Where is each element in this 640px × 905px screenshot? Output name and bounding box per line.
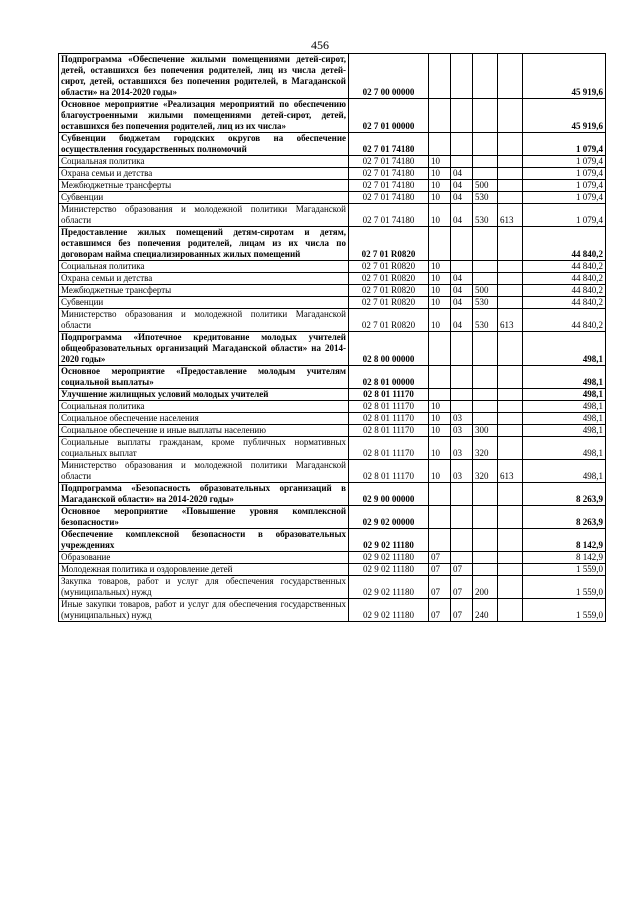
- row-name: Межбюджетные трансферты: [59, 180, 349, 192]
- table-row: [59, 285, 606, 297]
- target-article-code: 02 8 00 00000: [349, 332, 429, 366]
- amount: 45 919,6: [523, 54, 606, 99]
- section-code: [429, 389, 451, 401]
- amount: 498,1: [523, 389, 606, 401]
- table-row: [59, 204, 606, 227]
- subsection-code: 04: [451, 309, 473, 332]
- table-row: [59, 401, 606, 413]
- administrator-code: [498, 332, 523, 366]
- expense-type-code: 240: [473, 599, 498, 622]
- amount: 498,1: [523, 437, 606, 460]
- row-name: Социальная политика: [59, 261, 349, 273]
- row-name: Министерство образования и молодежной политики Магаданской области: [59, 460, 349, 483]
- target-article-code: 02 7 01 R0820: [349, 273, 429, 285]
- expense-type-code: [473, 273, 498, 285]
- section-code: [429, 227, 451, 261]
- section-code: 10: [429, 425, 451, 437]
- expense-type-code: [473, 401, 498, 413]
- subsection-code: [451, 401, 473, 413]
- expense-type-code: [473, 99, 498, 133]
- table-row: [59, 156, 606, 168]
- amount: 8 142,9: [523, 529, 606, 552]
- administrator-code: [498, 297, 523, 309]
- target-article-code: 02 9 02 11180: [349, 599, 429, 622]
- administrator-code: [498, 156, 523, 168]
- table-row: [59, 54, 606, 99]
- table-row: [59, 460, 606, 483]
- table-row: [59, 168, 606, 180]
- expense-type-code: [473, 227, 498, 261]
- subsection-code: [451, 133, 473, 156]
- amount: 498,1: [523, 425, 606, 437]
- row-name: Подпрограмма «Безопасность образовательных организаций в Магаданской области» на 2014-2020 годы»: [59, 483, 349, 506]
- expense-type-code: [473, 332, 498, 366]
- amount: 8 263,9: [523, 506, 606, 529]
- amount: 44 840,2: [523, 285, 606, 297]
- subsection-code: 03: [451, 413, 473, 425]
- table-row: [59, 273, 606, 285]
- administrator-code: [498, 273, 523, 285]
- amount: 1 079,4: [523, 168, 606, 180]
- expense-type-code: 530: [473, 192, 498, 204]
- section-code: [429, 54, 451, 99]
- subsection-code: 04: [451, 192, 473, 204]
- row-name: Закупка товаров, работ и услуг для обеспечения государственных (муниципальных) нужд: [59, 576, 349, 599]
- administrator-code: [498, 413, 523, 425]
- expense-type-code: 530: [473, 309, 498, 332]
- amount: 1 559,0: [523, 599, 606, 622]
- expense-type-code: [473, 413, 498, 425]
- row-name: Основное мероприятие «Повышение уровня комплексной безопасности»: [59, 506, 349, 529]
- target-article-code: 02 7 01 R0820: [349, 227, 429, 261]
- amount: 1 559,0: [523, 576, 606, 599]
- target-article-code: 02 7 01 74180: [349, 192, 429, 204]
- target-article-code: 02 9 02 11180: [349, 552, 429, 564]
- amount: 44 840,2: [523, 227, 606, 261]
- section-code: 10: [429, 156, 451, 168]
- target-article-code: 02 7 01 00000: [349, 99, 429, 133]
- subsection-code: [451, 552, 473, 564]
- target-article-code: 02 9 02 11180: [349, 529, 429, 552]
- administrator-code: [498, 576, 523, 599]
- row-name: Обеспечение комплексной безопасности в образовательных учреждениях: [59, 529, 349, 552]
- section-code: 10: [429, 285, 451, 297]
- administrator-code: 613: [498, 309, 523, 332]
- section-code: 10: [429, 437, 451, 460]
- administrator-code: [498, 401, 523, 413]
- section-code: 10: [429, 273, 451, 285]
- row-name: Основное мероприятие «Предоставление молодым учителям социальной выплаты»: [59, 366, 349, 389]
- administrator-code: [498, 437, 523, 460]
- target-article-code: 02 9 02 00000: [349, 506, 429, 529]
- section-code: [429, 483, 451, 506]
- row-name: Социальная политика: [59, 401, 349, 413]
- table-row: [59, 413, 606, 425]
- section-code: [429, 332, 451, 366]
- administrator-code: [498, 54, 523, 99]
- administrator-code: [498, 261, 523, 273]
- amount: 1 079,4: [523, 204, 606, 227]
- section-code: [429, 529, 451, 552]
- table-row: [59, 529, 606, 552]
- section-code: 10: [429, 168, 451, 180]
- target-article-code: 02 7 01 74180: [349, 133, 429, 156]
- target-article-code: 02 7 01 74180: [349, 204, 429, 227]
- amount: 498,1: [523, 332, 606, 366]
- section-code: 10: [429, 297, 451, 309]
- table-row: [59, 599, 606, 622]
- section-code: 10: [429, 309, 451, 332]
- section-code: 07: [429, 599, 451, 622]
- section-code: 10: [429, 192, 451, 204]
- row-name: Предоставление жилых помещений детям-сиротам и детям, оставшимся без попечения родителей, лицам из их числа по договорам найма специализированных жилых помещений: [59, 227, 349, 261]
- administrator-code: [498, 133, 523, 156]
- subsection-code: 04: [451, 285, 473, 297]
- section-code: 07: [429, 576, 451, 599]
- subsection-code: [451, 227, 473, 261]
- amount: 1 079,4: [523, 133, 606, 156]
- section-code: 10: [429, 401, 451, 413]
- section-code: 10: [429, 460, 451, 483]
- administrator-code: [498, 227, 523, 261]
- subsection-code: 03: [451, 425, 473, 437]
- row-name: Подпрограмма «Обеспечение жилыми помещениями детей-сирот, детей, оставшихся без попечения родителей, лиц из числа детей-сирот, детей, оставшихся без попечения родителей, в Магаданской области» на 2014-2020 годы»: [59, 54, 349, 99]
- target-article-code: 02 9 02 11180: [349, 576, 429, 599]
- administrator-code: [498, 99, 523, 133]
- table-row: [59, 261, 606, 273]
- table-row: [59, 425, 606, 437]
- administrator-code: [498, 564, 523, 576]
- section-code: [429, 99, 451, 133]
- subsection-code: [451, 99, 473, 133]
- expense-type-code: [473, 506, 498, 529]
- target-article-code: 02 8 01 11170: [349, 401, 429, 413]
- section-code: 07: [429, 552, 451, 564]
- amount: 498,1: [523, 413, 606, 425]
- administrator-code: [498, 192, 523, 204]
- subsection-code: 04: [451, 204, 473, 227]
- subsection-code: 03: [451, 460, 473, 483]
- row-name: Министерство образования и молодежной политики Магаданской области: [59, 309, 349, 332]
- subsection-code: 03: [451, 437, 473, 460]
- expense-type-code: [473, 366, 498, 389]
- target-article-code: 02 9 02 11180: [349, 564, 429, 576]
- expense-type-code: 530: [473, 204, 498, 227]
- section-code: 07: [429, 564, 451, 576]
- expense-type-code: 500: [473, 285, 498, 297]
- expense-type-code: [473, 156, 498, 168]
- page-number: 456: [311, 38, 329, 52]
- table-row: [59, 99, 606, 133]
- table-row: [59, 564, 606, 576]
- administrator-code: 613: [498, 460, 523, 483]
- amount: 8 142,9: [523, 552, 606, 564]
- target-article-code: 02 8 01 11170: [349, 413, 429, 425]
- target-article-code: 02 7 00 00000: [349, 54, 429, 99]
- expense-type-code: 530: [473, 297, 498, 309]
- row-name: Основное мероприятие «Реализация мероприятий по обеспечению благоустроенными жилыми помещениями детей-сирот, детей, оставшихся без попечения родителей, лиц из их числа»: [59, 99, 349, 133]
- section-code: [429, 366, 451, 389]
- table-row: [59, 437, 606, 460]
- subsection-code: [451, 506, 473, 529]
- subsection-code: [451, 366, 473, 389]
- administrator-code: [498, 529, 523, 552]
- table-row: [59, 389, 606, 401]
- target-article-code: 02 7 01 R0820: [349, 261, 429, 273]
- table-row: [59, 552, 606, 564]
- amount: 44 840,2: [523, 261, 606, 273]
- target-article-code: 02 9 00 00000: [349, 483, 429, 506]
- section-code: 10: [429, 413, 451, 425]
- expense-type-code: [473, 133, 498, 156]
- row-name: Охрана семьи и детства: [59, 168, 349, 180]
- administrator-code: [498, 599, 523, 622]
- table-row: [59, 309, 606, 332]
- administrator-code: [498, 389, 523, 401]
- subsection-code: 07: [451, 599, 473, 622]
- administrator-code: [498, 285, 523, 297]
- section-code: 10: [429, 180, 451, 192]
- amount: 1 079,4: [523, 156, 606, 168]
- administrator-code: [498, 180, 523, 192]
- table-row: [59, 192, 606, 204]
- amount: 1 559,0: [523, 564, 606, 576]
- subsection-code: [451, 483, 473, 506]
- row-name: Социальное обеспечение и иные выплаты населению: [59, 425, 349, 437]
- expense-type-code: [473, 389, 498, 401]
- section-code: [429, 133, 451, 156]
- target-article-code: 02 7 01 74180: [349, 168, 429, 180]
- table-row: [59, 576, 606, 599]
- amount: 498,1: [523, 460, 606, 483]
- row-name: Социальные выплаты гражданам, кроме публичных нормативных социальных выплат: [59, 437, 349, 460]
- expense-type-code: [473, 261, 498, 273]
- expense-type-code: [473, 54, 498, 99]
- expense-type-code: [473, 529, 498, 552]
- table-row: [59, 483, 606, 506]
- expense-type-code: [473, 552, 498, 564]
- row-name: Иные закупки товаров, работ и услуг для обеспечения государственных (муниципальных) нужд: [59, 599, 349, 622]
- subsection-code: 04: [451, 297, 473, 309]
- administrator-code: [498, 552, 523, 564]
- target-article-code: 02 8 01 00000: [349, 366, 429, 389]
- subsection-code: [451, 529, 473, 552]
- amount: 8 263,9: [523, 483, 606, 506]
- row-name: Межбюджетные трансферты: [59, 285, 349, 297]
- administrator-code: [498, 506, 523, 529]
- row-name: Социальная политика: [59, 156, 349, 168]
- amount: 498,1: [523, 366, 606, 389]
- row-name: Охрана семьи и детства: [59, 273, 349, 285]
- expense-type-code: [473, 564, 498, 576]
- expense-type-code: 320: [473, 437, 498, 460]
- expense-type-code: [473, 483, 498, 506]
- subsection-code: 04: [451, 168, 473, 180]
- amount: 1 079,4: [523, 192, 606, 204]
- amount: 45 919,6: [523, 99, 606, 133]
- target-article-code: 02 7 01 74180: [349, 180, 429, 192]
- table-row: [59, 506, 606, 529]
- expense-type-code: 320: [473, 460, 498, 483]
- amount: 44 840,2: [523, 297, 606, 309]
- subsection-code: 04: [451, 180, 473, 192]
- target-article-code: 02 7 01 R0820: [349, 297, 429, 309]
- amount: 44 840,2: [523, 273, 606, 285]
- target-article-code: 02 7 01 R0820: [349, 285, 429, 297]
- section-code: [429, 506, 451, 529]
- subsection-code: 07: [451, 576, 473, 599]
- subsection-code: [451, 156, 473, 168]
- target-article-code: 02 8 01 11170: [349, 389, 429, 401]
- row-name: Субвенции: [59, 192, 349, 204]
- row-name: Социальное обеспечение населения: [59, 413, 349, 425]
- section-code: 10: [429, 261, 451, 273]
- table-row: [59, 297, 606, 309]
- target-article-code: 02 7 01 74180: [349, 156, 429, 168]
- section-code: 10: [429, 204, 451, 227]
- amount: 498,1: [523, 401, 606, 413]
- target-article-code: 02 8 01 11170: [349, 460, 429, 483]
- row-name: Образование: [59, 552, 349, 564]
- table-row: [59, 227, 606, 261]
- expense-type-code: 200: [473, 576, 498, 599]
- table-row: [59, 332, 606, 366]
- table-row: [59, 180, 606, 192]
- target-article-code: 02 8 01 11170: [349, 437, 429, 460]
- table-row: [59, 133, 606, 156]
- subsection-code: 04: [451, 273, 473, 285]
- subsection-code: 07: [451, 564, 473, 576]
- row-name: Субвенции: [59, 297, 349, 309]
- row-name: Молодежная политика и оздоровление детей: [59, 564, 349, 576]
- administrator-code: [498, 483, 523, 506]
- administrator-code: [498, 425, 523, 437]
- subsection-code: [451, 54, 473, 99]
- budget-table-body: [59, 54, 606, 622]
- row-name: Субвенции бюджетам городских округов на обеспечение осуществления государственных полномочий: [59, 133, 349, 156]
- subsection-code: [451, 261, 473, 273]
- table-row: [59, 366, 606, 389]
- expense-type-code: 300: [473, 425, 498, 437]
- target-article-code: 02 7 01 R0820: [349, 309, 429, 332]
- amount: 1 079,4: [523, 180, 606, 192]
- administrator-code: [498, 168, 523, 180]
- subsection-code: [451, 332, 473, 366]
- subsection-code: [451, 389, 473, 401]
- target-article-code: 02 8 01 11170: [349, 425, 429, 437]
- budget-table: [58, 53, 606, 622]
- expense-type-code: [473, 168, 498, 180]
- amount: 44 840,2: [523, 309, 606, 332]
- administrator-code: 613: [498, 204, 523, 227]
- row-name: Министерство образования и молодежной политики Магаданской области: [59, 204, 349, 227]
- row-name: Подпрограмма «Ипотечное кредитование молодых учителей общеобразовательных организаций Магаданской области» на 2014-2020 годы»: [59, 332, 349, 366]
- expense-type-code: 500: [473, 180, 498, 192]
- row-name: Улучшение жилищных условий молодых учителей: [59, 389, 349, 401]
- administrator-code: [498, 366, 523, 389]
